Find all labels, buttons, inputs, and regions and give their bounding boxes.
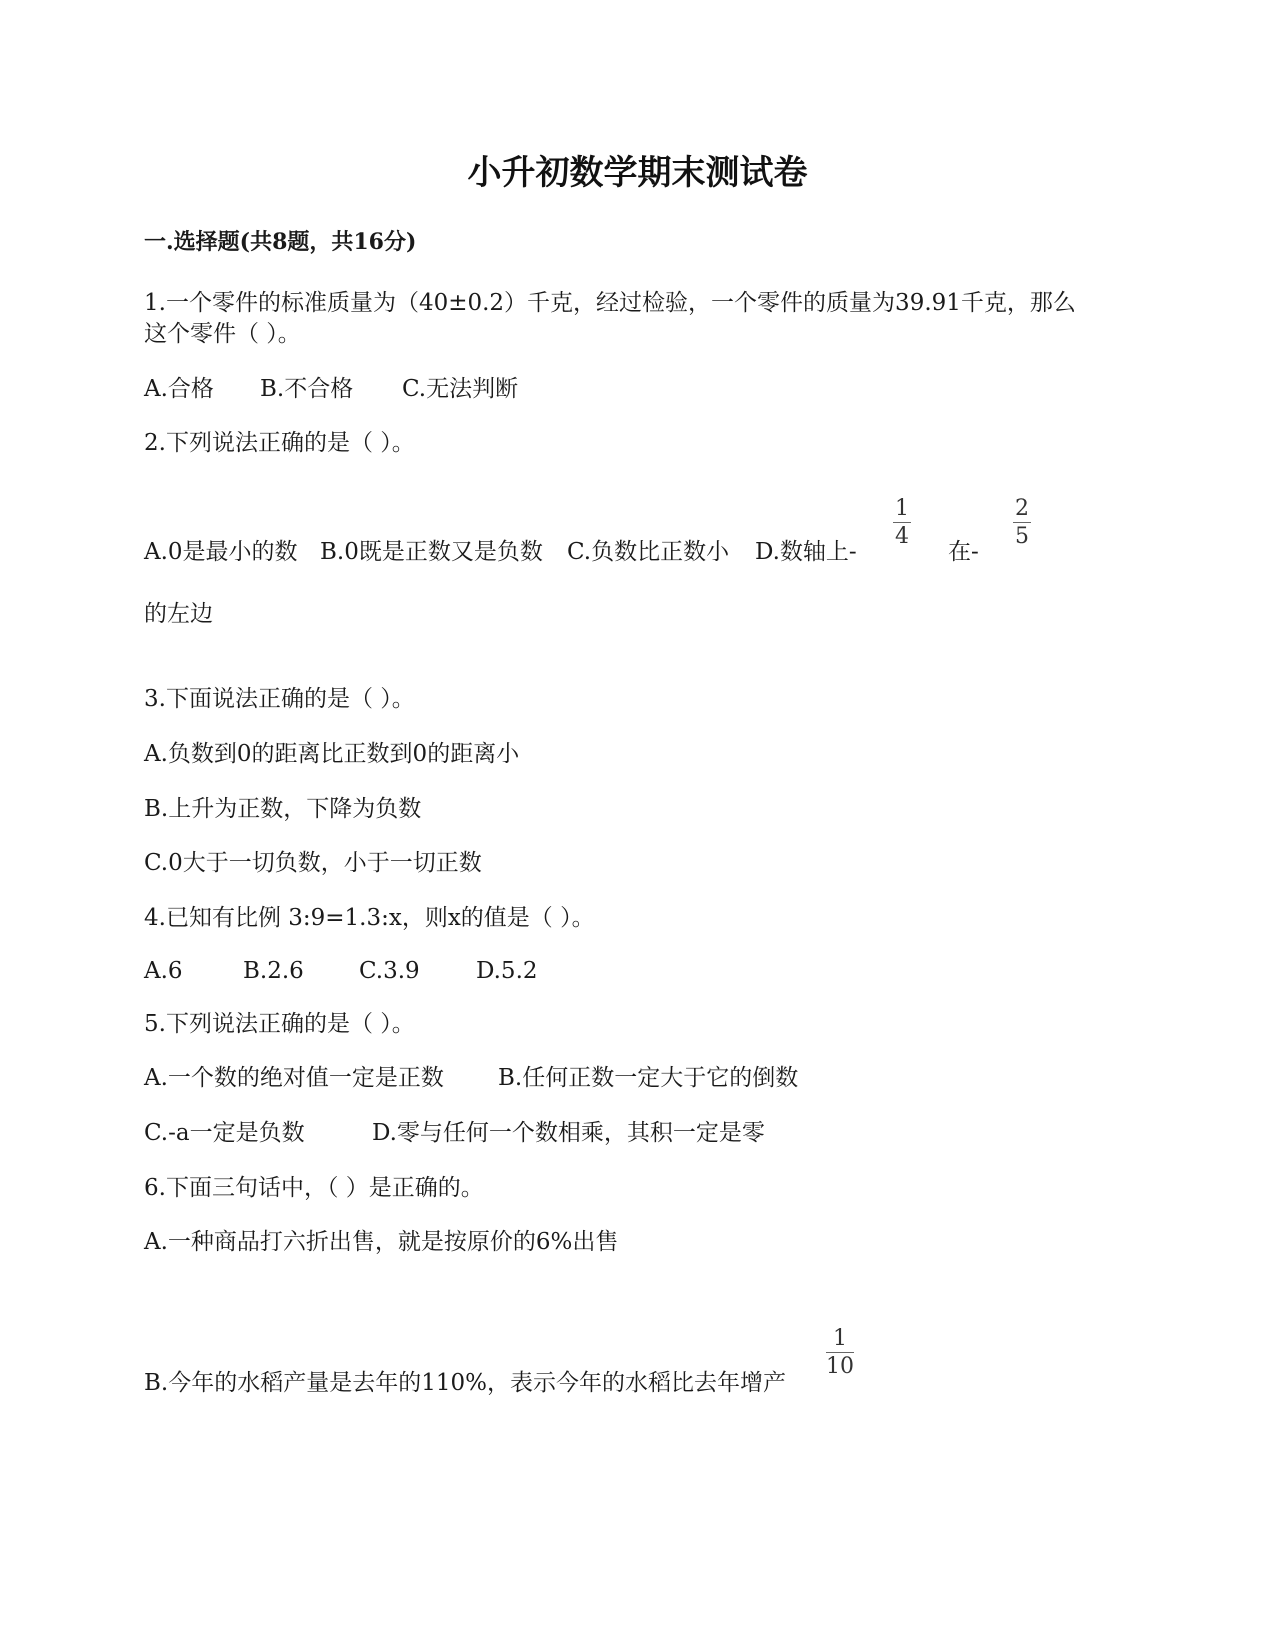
q6-fraction-numerator: 1 [833,1326,847,1351]
q2-fraction-1-numerator: 1 [895,496,909,521]
q6-fraction-denominator: 10 [826,1354,854,1379]
q3-stem: 3.下面说法正确的是（ ）。 [144,686,415,712]
q2-fraction-2 [1013,498,1031,548]
q4-stem: 4.已知有比例 3:9=1.3:x，则x的值是（ ）。 [144,905,595,931]
q5-option-c: C.-a一定是负数 [144,1120,305,1146]
q4-option-b: B.2.6 [243,958,304,984]
q2-fraction-1-denominator: 4 [895,524,909,549]
section-heading: 一.选择题(共8题，共16分) [144,229,417,255]
q2-fraction-1 [893,498,911,548]
q6-stem: 6.下面三句话中，（ ）是正确的。 [144,1175,484,1201]
q1-option-a: A.合格 [144,376,214,402]
q6-fraction [826,1328,854,1378]
q6-option-a: A.一种商品打六折出售，就是按原价的6%出售 [144,1229,619,1255]
q5-stem: 5.下列说法正确的是（ ）。 [144,1011,415,1037]
q5-option-b: B.任何正数一定大于它的倒数 [498,1065,799,1091]
q1-stem-line1: 1.一个零件的标准质量为（40±0.2）千克，经过检验，一个零件的质量为39.91千克，那么 [144,290,1076,316]
q3-option-a: A.负数到0的距离比正数到0的距离小 [144,741,520,767]
q2-option-a: A.0是最小的数 [144,539,298,565]
q5-option-d: D.零与任何一个数相乘，其积一定是零 [372,1120,765,1146]
q2-option-d-mid: 在- [948,539,979,565]
q2-option-d-suffix: 的左边 [144,601,213,627]
q2-option-d-prefix: D.数轴上- [755,539,857,565]
q4-option-a: A.6 [144,958,183,984]
q1-option-b: B.不合格 [260,376,354,402]
q2-fraction-2-denominator: 5 [1015,524,1029,549]
q4-option-d: D.5.2 [476,958,538,984]
q5-option-a: A.一个数的绝对值一定是正数 [144,1065,444,1091]
q1-option-c: C.无法判断 [402,376,519,402]
q2-stem: 2.下列说法正确的是（ ）。 [144,430,415,456]
q3-option-b: B.上升为正数，下降为负数 [144,796,422,822]
q3-option-c: C.0大于一切负数，小于一切正数 [144,850,482,876]
q2-fraction-2-numerator: 2 [1015,496,1029,521]
q6-option-b: B.今年的水稻产量是去年的110%，表示今年的水稻比去年增产 [144,1370,786,1396]
q2-option-c: C.负数比正数小 [567,539,730,565]
q1-stem-line2: 这个零件（ ）。 [144,321,301,347]
q4-option-c: C.3.9 [359,958,420,984]
q2-option-b: B.0既是正数又是负数 [320,539,543,565]
page-title: 小升初数学期末测试卷 [467,153,808,193]
